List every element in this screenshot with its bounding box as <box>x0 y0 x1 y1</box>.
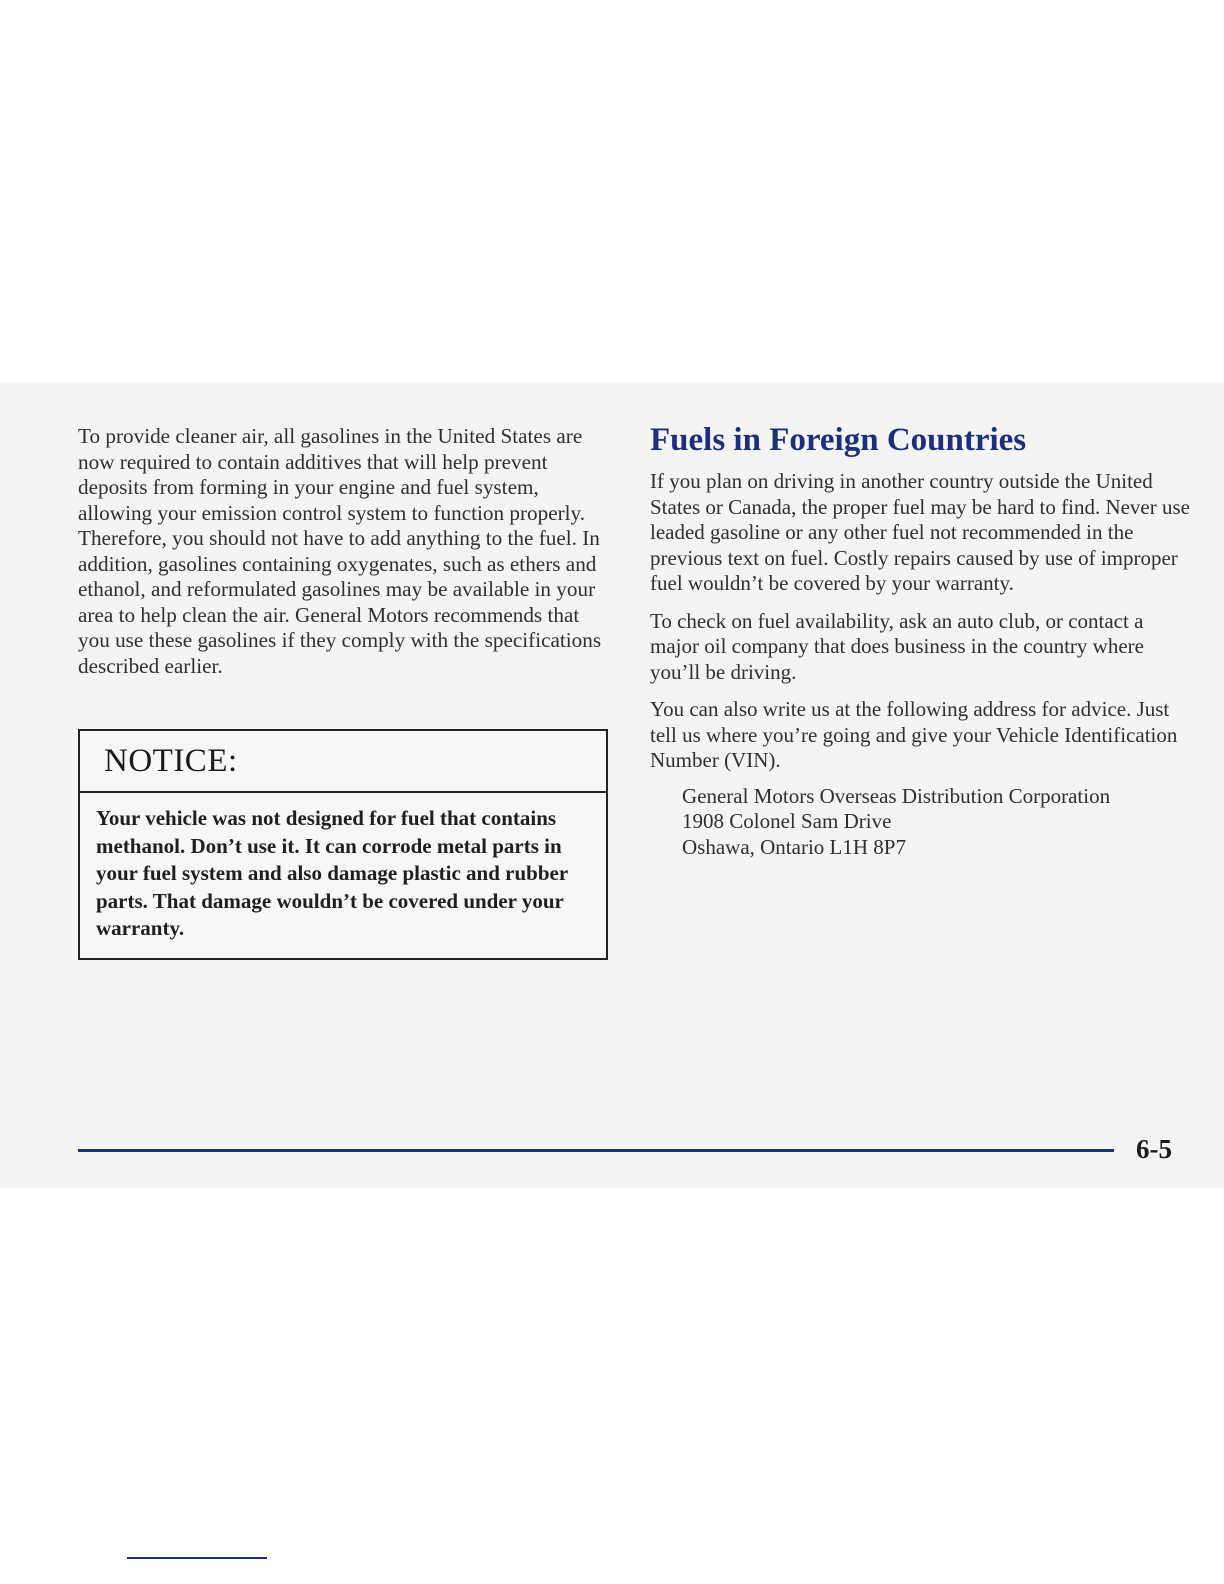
notice-body: Your vehicle was not designed for fuel that contains methanol. Don’t use it. It can corrode metal parts in your fuel system and also damage plastic and rubber parts. That damage wouldn’t be covered under your warranty. <box>96 806 568 940</box>
bottom-divider <box>127 1557 267 1559</box>
address-line: 1908 Colonel Sam Drive <box>682 809 892 833</box>
footer-rule <box>78 1149 1114 1152</box>
section-heading: Fuels in Foreign Countries <box>650 422 1027 458</box>
left-column <box>78 424 608 679</box>
mailing-address <box>682 784 1190 861</box>
page-number: 6-5 <box>1136 1134 1172 1164</box>
notice-title: NOTICE: <box>104 742 238 779</box>
foreign-fuel-paragraph: If you plan on driving in another country outside the United States or Canada, the proper fuel may be hard to find. Never use leaded gasoline or any other fuel not recommended in the previous text on fuel. Costly repairs caused by use of improper fuel wouldn’t be covered by your warranty. <box>650 469 1190 595</box>
address-line: General Motors Overseas Distribution Corporation <box>682 783 1111 808</box>
write-us-paragraph: You can also write us at the following address for advice. Just tell us where you’re going and give your Vehicle Identification Number (VIN). <box>650 697 1178 772</box>
notice-box <box>78 729 608 960</box>
right-column <box>650 420 1190 860</box>
notice-title-bar <box>80 731 606 793</box>
fuel-availability-paragraph: To check on fuel availability, ask an auto club, or contact a major oil company that does business in the country where you’ll be driving. <box>650 608 1144 684</box>
fuel-additives-paragraph: To provide cleaner air, all gasolines in the United States are now required to contain additives that will help prevent deposits from forming in your engine and fuel system, allowing your emission control system to function properly. Therefore, you should not have to add anything to the fuel. In addition, gasolines containing oxygenates, such as ethers and ethanol, and reformulated gasolines may be available in your area to help clean the air. General Motors recommends that you use these gasolines if they comply with the specifications described earlier. <box>78 424 602 678</box>
address-line: Oshawa, Ontario L1H 8P7 <box>682 834 906 859</box>
